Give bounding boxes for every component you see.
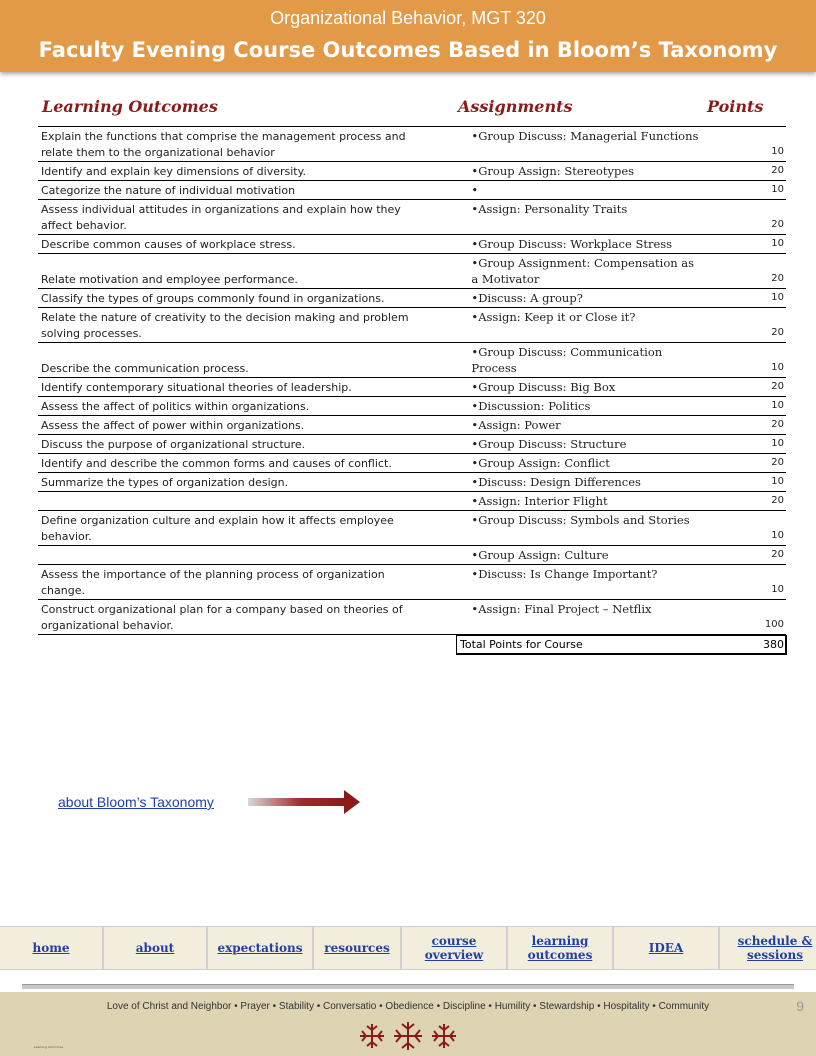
column-headers — [0, 97, 816, 121]
outcome-text: Assess the importance of the planning process of organization — [41, 568, 385, 581]
outcome-cell — [38, 546, 453, 565]
assignment-text: •Group Discuss: Structure — [471, 437, 627, 451]
outcome-cell — [38, 235, 453, 254]
assignment-text: a Motivator — [471, 272, 540, 286]
outcome-text: Assess the affect of power within organizations. — [41, 419, 305, 432]
outcome-cell — [38, 435, 453, 454]
assignment-cell — [453, 254, 758, 289]
assignment-text: •Discussion: Politics — [471, 399, 591, 413]
points-cell: 20 — [771, 273, 784, 284]
table-row — [38, 289, 786, 308]
assignment-text: •Discuss: Is Change Important? — [471, 567, 658, 581]
assignment-cell — [453, 600, 758, 635]
assignment-text: •Assign: Power — [471, 418, 561, 432]
outcome-cell — [38, 200, 453, 235]
nav-course-overview[interactable]: course overview — [402, 927, 508, 969]
assignment-text: •Assign: Interior Flight — [471, 494, 608, 508]
points-cell: 10 — [771, 400, 784, 411]
outcome-cell — [38, 397, 453, 416]
points-cell: 10 — [771, 238, 784, 249]
values-line: Love of Christ and Neighbor • Prayer • Stability • Conversatio • Obedience • Discipline • Humility • Stewardship • Hospitality • Community — [106, 1001, 710, 1012]
outcome-cell — [38, 454, 453, 473]
table-row — [38, 235, 786, 254]
bottom-nav-bar — [0, 926, 816, 970]
table-row — [38, 181, 786, 200]
points-cell: 100 — [764, 619, 784, 630]
table-row — [38, 162, 786, 181]
assignment-text: •Discuss: Design Differences — [471, 475, 641, 489]
table-row — [38, 127, 786, 162]
assignment-text: • — [471, 183, 479, 197]
assignment-cell — [453, 343, 758, 378]
assignment-cell — [453, 416, 758, 435]
outcome-text: Relate motivation and employee performance. — [41, 273, 298, 286]
nav-schedule-sessions[interactable]: schedule & sessions — [737, 934, 813, 962]
outcome-cell — [38, 254, 453, 289]
assignment-text: •Group Discuss: Big Box — [471, 380, 616, 394]
assignment-cell — [453, 473, 758, 492]
points-cell: 10 — [771, 362, 784, 373]
assignment-cell — [453, 162, 758, 181]
outcome-text — [41, 345, 453, 361]
points-cell: 10 — [771, 584, 784, 595]
points-header: Points — [707, 97, 764, 116]
points-cell: 20 — [771, 549, 784, 560]
assignment-cell — [453, 435, 758, 454]
outcome-cell — [38, 565, 453, 600]
assignment-text: •Discuss: A group? — [471, 291, 583, 305]
outcome-text: Define organization culture and explain how it affects employee — [41, 514, 394, 527]
table-row — [38, 492, 786, 511]
table-row — [38, 454, 786, 473]
outcome-text: organizational behavior. — [41, 619, 174, 632]
outcome-text: Summarize the types of organization design. — [41, 476, 289, 489]
points-cell: 20 — [771, 495, 784, 506]
outcome-cell — [38, 127, 453, 162]
assignment-text: •Group Assign: Conflict — [471, 456, 610, 470]
page-number: 9 — [796, 998, 804, 1014]
points-cell: 10 — [771, 184, 784, 195]
page-header — [0, 0, 816, 72]
assignment-text: •Assign: Final Project – Netflix — [471, 602, 652, 616]
divider — [22, 984, 794, 989]
table-row — [38, 308, 786, 343]
outcome-text: behavior. — [41, 530, 92, 543]
points-cell: 20 — [771, 219, 784, 230]
table-row — [38, 416, 786, 435]
table-row — [38, 435, 786, 454]
assignment-text: •Assign: Keep it or Close it? — [471, 310, 636, 324]
outcome-cell — [38, 308, 453, 343]
outcome-text: Assess individual attitudes in organizations and explain how they — [41, 203, 401, 216]
nav-expectations[interactable]: expectations — [208, 927, 314, 969]
outcome-cell — [38, 162, 453, 181]
assignment-cell — [453, 492, 758, 511]
nav-learning-outcomes[interactable]: learning outcomes — [508, 927, 614, 969]
points-cell: 10 — [771, 146, 784, 157]
points-cell: 10 — [771, 476, 784, 487]
assignment-text: •Group Discuss: Communication — [471, 345, 663, 359]
table-row — [38, 565, 786, 600]
outcome-text: Discuss the purpose of organizational structure. — [41, 438, 306, 451]
total-label: Total Points for Course — [460, 638, 583, 651]
tiny-label: Learning Outcomes — [34, 1045, 64, 1049]
assignment-text: Process — [471, 361, 517, 375]
outcome-text: Classify the types of groups commonly found in organizations. — [41, 292, 385, 305]
table-row — [38, 254, 786, 289]
points-cell: 20 — [771, 457, 784, 468]
outcome-cell — [38, 473, 453, 492]
outcome-text: Explain the functions that comprise the management process and — [41, 130, 406, 143]
blooms-taxonomy-link[interactable]: about Bloom’s Taxonomy — [58, 794, 214, 810]
page-title: Faculty Evening Course Outcomes Based in Bloom’s Taxonomy — [38, 38, 778, 62]
points-cell: 20 — [771, 381, 784, 392]
assignment-cell — [453, 200, 758, 235]
assignment-cell — [453, 378, 758, 397]
assignment-text: •Group Assignment: Compensation as — [471, 256, 695, 270]
outcome-text: affect behavior. — [41, 219, 127, 232]
outcome-text — [41, 256, 453, 272]
outcomes-table — [38, 126, 786, 635]
nav-idea[interactable]: IDEA — [614, 927, 720, 969]
assignment-cell — [453, 308, 758, 343]
assignment-text: •Group Discuss: Managerial Functions — [471, 129, 699, 143]
table-row — [38, 343, 786, 378]
outcome-cell — [38, 181, 453, 200]
outcome-text: Assess the affect of politics within organizations. — [41, 400, 310, 413]
assignment-cell — [453, 127, 758, 162]
outcome-text: change. — [41, 584, 85, 597]
points-cell: 20 — [771, 327, 784, 338]
table-row — [38, 511, 786, 546]
nav-about[interactable]: about — [104, 927, 208, 969]
cross-emblem-icon — [358, 1022, 458, 1052]
outcomes-header: Learning Outcomes — [42, 97, 218, 116]
assignment-cell — [453, 511, 758, 546]
assignment-text: •Group Discuss: Workplace Stress — [471, 237, 673, 251]
assignment-cell — [453, 546, 758, 565]
outcome-text: Relate the nature of creativity to the decision making and problem — [41, 311, 409, 324]
assignment-cell — [453, 454, 758, 473]
outcome-cell — [38, 289, 453, 308]
assignment-cell — [453, 565, 758, 600]
outcome-text — [41, 548, 453, 564]
points-cell: 10 — [771, 292, 784, 303]
total-points-row — [456, 635, 787, 655]
course-title: Organizational Behavior, MGT 320 — [270, 8, 546, 28]
arrow-right-icon — [248, 788, 360, 816]
points-cell: 10 — [771, 530, 784, 541]
assignments-header: Assignments — [458, 97, 573, 116]
table-row — [38, 200, 786, 235]
footer — [0, 992, 816, 1056]
assignment-text: •Group Assign: Stereotypes — [471, 164, 635, 178]
assignment-text: •Group Discuss: Symbols and Stories — [471, 513, 690, 527]
outcome-cell — [38, 343, 453, 378]
outcome-text: relate them to the organizational behavior — [41, 146, 275, 159]
outcome-text: solving processes. — [41, 327, 142, 340]
assignment-text: •Assign: Personality Traits — [471, 202, 628, 216]
table-row — [38, 378, 786, 397]
nav-home[interactable]: home — [0, 927, 104, 969]
outcome-cell — [38, 416, 453, 435]
assignment-cell — [453, 235, 758, 254]
assignment-cell — [453, 181, 758, 200]
assignment-cell — [453, 397, 758, 416]
outcome-text: Construct organizational plan for a company based on theories of — [41, 603, 403, 616]
points-cell: 10 — [771, 438, 784, 449]
table-row — [38, 546, 786, 565]
table-row — [38, 600, 786, 635]
assignment-cell — [453, 289, 758, 308]
table-row — [38, 473, 786, 492]
outcome-text: Describe common causes of workplace stress. — [41, 238, 296, 251]
table-row — [38, 397, 786, 416]
points-cell: 20 — [771, 419, 784, 430]
outcome-text: Identify and describe the common forms and causes of conflict. — [41, 457, 392, 470]
outcome-text: Categorize the nature of individual motivation — [41, 184, 296, 197]
assignment-text: •Group Assign: Culture — [471, 548, 609, 562]
outcome-cell — [38, 492, 453, 511]
total-value: 380 — [763, 638, 784, 651]
nav-resources[interactable]: resources — [314, 927, 402, 969]
outcome-cell — [38, 600, 453, 635]
outcome-text — [41, 494, 453, 510]
outcome-cell — [38, 378, 453, 397]
outcome-cell — [38, 511, 453, 546]
points-cell: 20 — [771, 165, 784, 176]
outcome-text: Identify and explain key dimensions of diversity. — [41, 165, 307, 178]
outcome-text: Describe the communication process. — [41, 362, 249, 375]
outcome-text: Identify contemporary situational theories of leadership. — [41, 381, 352, 394]
